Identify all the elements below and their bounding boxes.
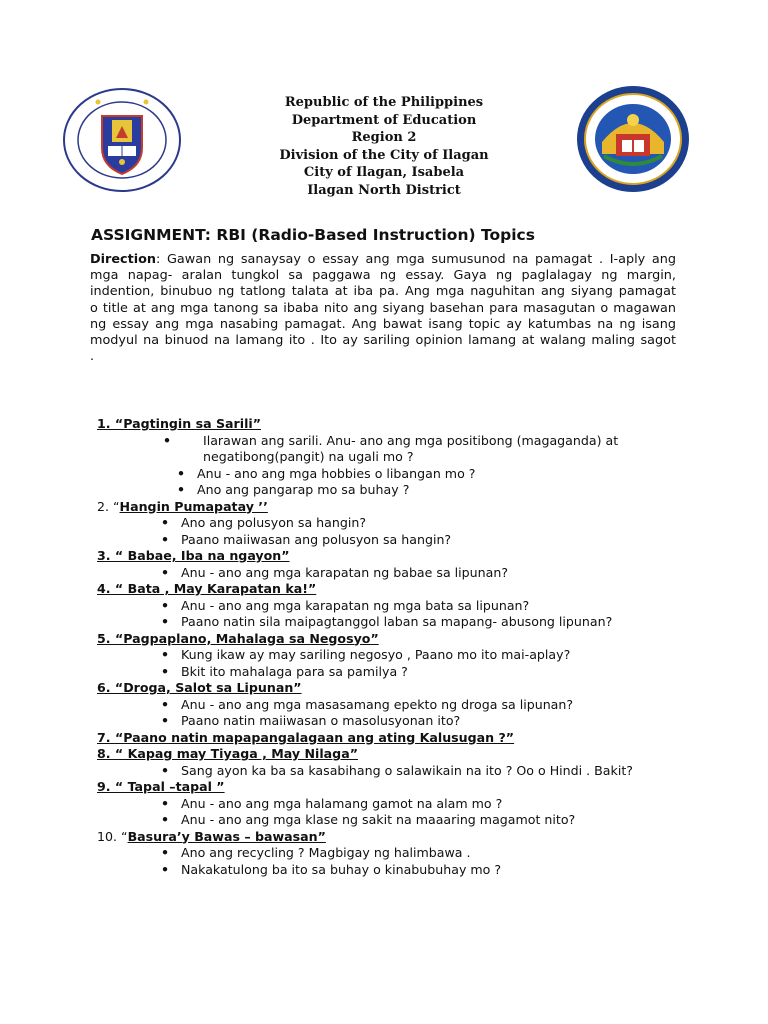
list-item: • Ano ang pangarap mo sa buhay ? [97,482,687,499]
topic-title [97,631,687,648]
topic-title [97,581,687,598]
topic-title [97,680,687,697]
list-item: • Ilarawan ang sarili. Anu- ano ang mga positibong (magaganda) at negatibong(pangit) na ugali mo ? [97,433,687,466]
topic-title [97,548,687,565]
topic-title [97,779,687,796]
header-line-region: Region 2 [351,130,417,146]
header-line-republic: Republic of the Philippines [284,95,484,110]
topic-questions [97,598,687,631]
topic-title-text: “Paano natin mapapangalagaan ang ating Kalusugan ?” [114,729,515,745]
topic-questions [97,647,687,680]
topic-title [97,499,687,516]
direction-text: : Gawan ng sanaysay o essay ang mga sumusunod na pamagat . I-aply ang mga napag- aralan tungkol sa paggawa ng essay. Gaya ng paglalagay ng margin, indention, binubuo ng tatlong talata at iba pa. Ang mga naguhitan ang siyang pamagat o title at ang mga tanong sa ibaba nito ang siyang basehan para masagutan o magawan ng essay ang mga nasabing pamagat. Ang bawat isang topic ay katumbas na ng isang modyul na binuod na lamang ito . Ito ay sariling opinion lamang at walang maling sagot . [90,252,676,365]
topic-title [97,829,687,846]
topic-questions [97,796,687,829]
list-item: • Anu - ano ang mga masasamang epekto ng droga sa lipunan? [97,697,687,714]
topic-title-text: Hangin Pumapatay ’’ [119,498,268,514]
topic-title-text: 6. “Droga, Salot sa Lipunan” [97,680,302,695]
assignment-title: ASSIGNMENT: RBI (Radio-Based Instruction) Topics [91,226,535,244]
topic-title-text: 3. “ Babae, Iba na ngayon” [97,548,290,563]
list-item: • Paano maiiwasan ang polusyon sa hangin? [97,532,687,549]
header-line-district: Ilagan North District [307,182,461,198]
topic-number: 2. “ [97,498,120,514]
list-item: • Paano natin maiiwasan o masolusyonan ito? [97,713,687,730]
topic-title-text: 8. “ Kapag may Tiyaga , May Nilaga” [97,746,358,761]
topic-title-text: Basura’y Bawas – bawasan” [127,828,326,844]
list-item: • Ano ang recycling ? Magbigay ng halimbawa . [97,845,687,862]
topic-questions [97,515,687,548]
topic-questions [97,763,687,780]
header-line-department: Department of Education [291,112,477,128]
topic-title [97,746,687,763]
topic-number: 10. “ [97,828,128,844]
topic-questions [97,697,687,730]
list-item: • Anu - ano ang mga halamang gamot na alam mo ? [97,796,687,813]
topic-title [97,416,687,433]
topic-questions [97,433,687,499]
direction-paragraph [90,252,676,365]
deped-seal-logo [60,86,184,194]
list-item: • Nakakatulong ba ito sa buhay o kinabubuhay mo ? [97,862,687,879]
list-item: • Bkit ito mahalaga para sa pamilya ? [97,664,687,681]
list-item: • Anu - ano ang mga hobbies o libangan mo ? [97,466,687,483]
topic-title-text: 4. “ Bata , May Karapatan ka!” [97,581,317,596]
list-item: • Paano natin sila maipagtanggol laban sa mapang- abusong lipunan? [97,614,687,631]
list-item: • Anu - ano ang mga karapatan ng mga bata sa lipunan? [97,598,687,615]
list-item: • Anu - ano ang mga klase ng sakit na maaaring magamot nito? [97,812,687,829]
header-line-city: City of Ilagan, Isabela [303,165,465,181]
list-item: • Sang ayon ka ba sa kasabihang o salawikain na ito ? Oo o Hindi . Bakit? [97,763,687,780]
topic-questions [97,565,687,582]
topic-title-text: 1. “Pagtingin sa Sarili” [97,416,261,431]
topic-title-text: 9. “ Tapal –tapal ” [97,779,225,794]
topic-number: 7. [97,729,115,745]
list-item: • Kung ikaw ay may sariling negosyo , Paano mo ito mai-aplay? [97,647,687,664]
header-line-division: Division of the City of Ilagan [279,147,489,163]
topics-list [97,416,687,878]
list-item: • Ano ang polusyon sa hangin? [97,515,687,532]
direction-label: Direction [90,252,156,267]
topic-title [97,730,687,747]
topic-number: 5. [97,630,115,646]
topic-questions [97,845,687,878]
division-seal-logo [574,84,692,194]
letterhead [250,94,518,200]
topic-title-text: “Pagpaplano, Mahalaga sa Negosyo” [114,630,379,646]
list-item: • Anu - ano ang mga karapatan ng babae sa lipunan? [97,565,687,582]
